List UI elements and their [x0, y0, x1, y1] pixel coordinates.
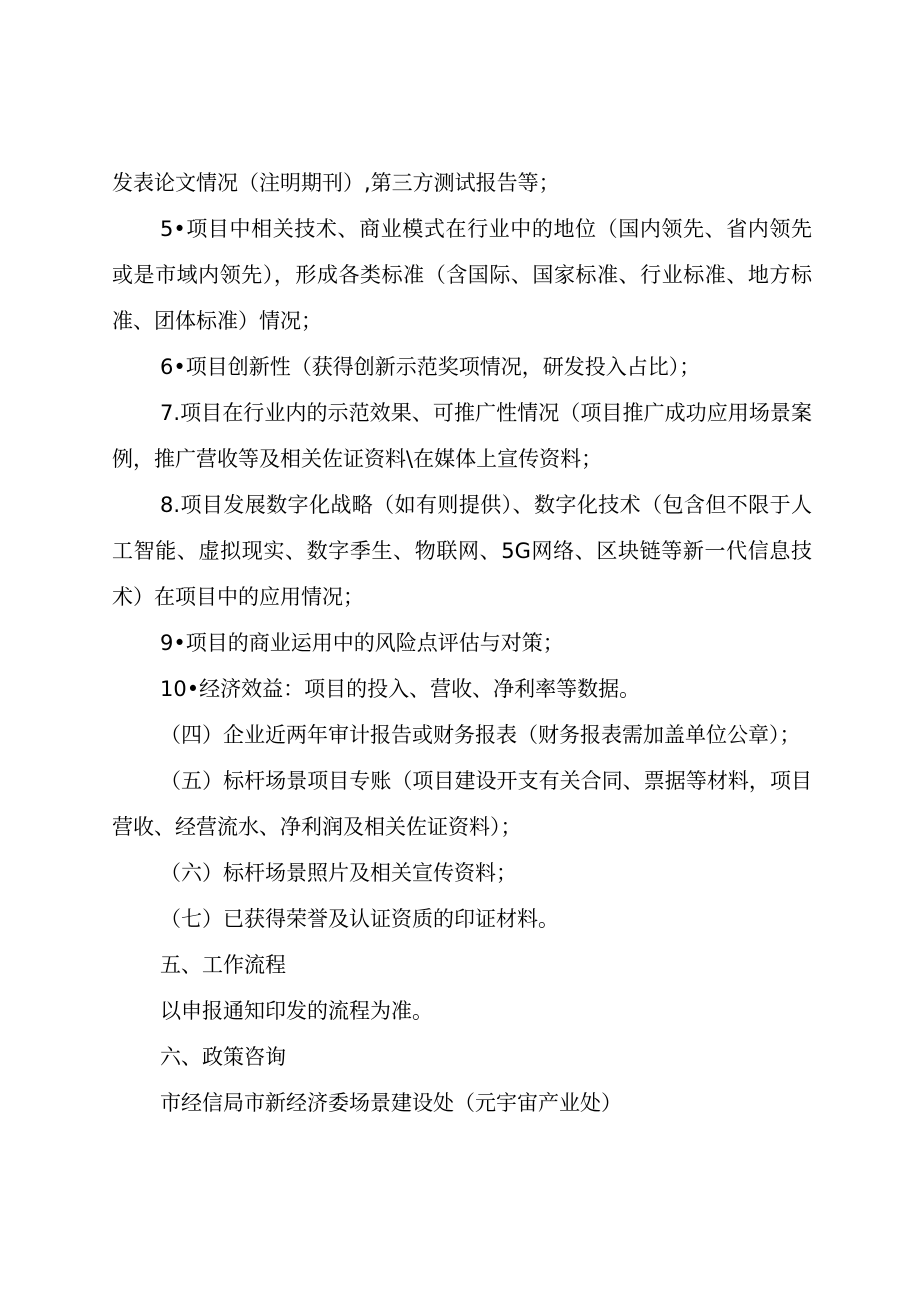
paragraph-section-7: （七）已获得荣誉及认证资质的印证材料。: [160, 907, 559, 931]
paragraph-item-8: 8.项目发展数字化战略（如有则提供）、数字化技术（包含但不限于人工智能、虚拟现实、数字季生、物联网、5G网络、区块链等新一代信息技术）在项目中的应用情况；: [112, 493, 812, 609]
document-body: [112, 160, 812, 1126]
paragraph-continuation: 发表论文情况（注明期刊）,第三方测试报告等；: [112, 171, 560, 195]
paragraph-item-6: 6•项目创新性（获得创新示范奖项情况，研发投入占比）；: [160, 355, 701, 379]
paragraph-section-4: （四）企业近两年审计报告或财务报表（财务报表需加盖单位公章）；: [160, 723, 801, 747]
heading-work-process: 五、工作流程: [160, 953, 286, 977]
paragraph-section-6: （六）标杆场景照片及相关宣传资料；: [160, 861, 517, 885]
paragraph-item-10: 10•经济效益：项目的投入、营收、净利率等数据。: [160, 677, 641, 701]
paragraph-work-process: 以申报通知印发的流程为准。: [160, 999, 433, 1023]
paragraph-item-9: 9•项目的商业运用中的风险点评估与对策；: [160, 631, 564, 655]
paragraph-item-7: 7.项目在行业内的示范效果、可推广性情况（项目推广成功应用场景案例，推广营收等及相关佐证资料\在媒体上宣传资料；: [112, 401, 812, 471]
paragraph-section-5: （五）标杆场景项目专账（项目建设开支有关合同、票据等材料，项目营收、经营流水、净利润及相关佐证资料）；: [112, 769, 812, 839]
paragraph-policy-contact: 市经信局市新经济委场景建设处（元宇宙产业处）: [160, 1091, 622, 1115]
heading-policy-consult: 六、政策咨询: [160, 1045, 286, 1069]
paragraph-item-5: 5•项目中相关技术、商业模式在行业中的地位（国内领先、省内领先或是市域内领先），形成各类标准（含国际、国家标准、行业标准、地方标准、团体标准）情况；: [112, 217, 812, 333]
